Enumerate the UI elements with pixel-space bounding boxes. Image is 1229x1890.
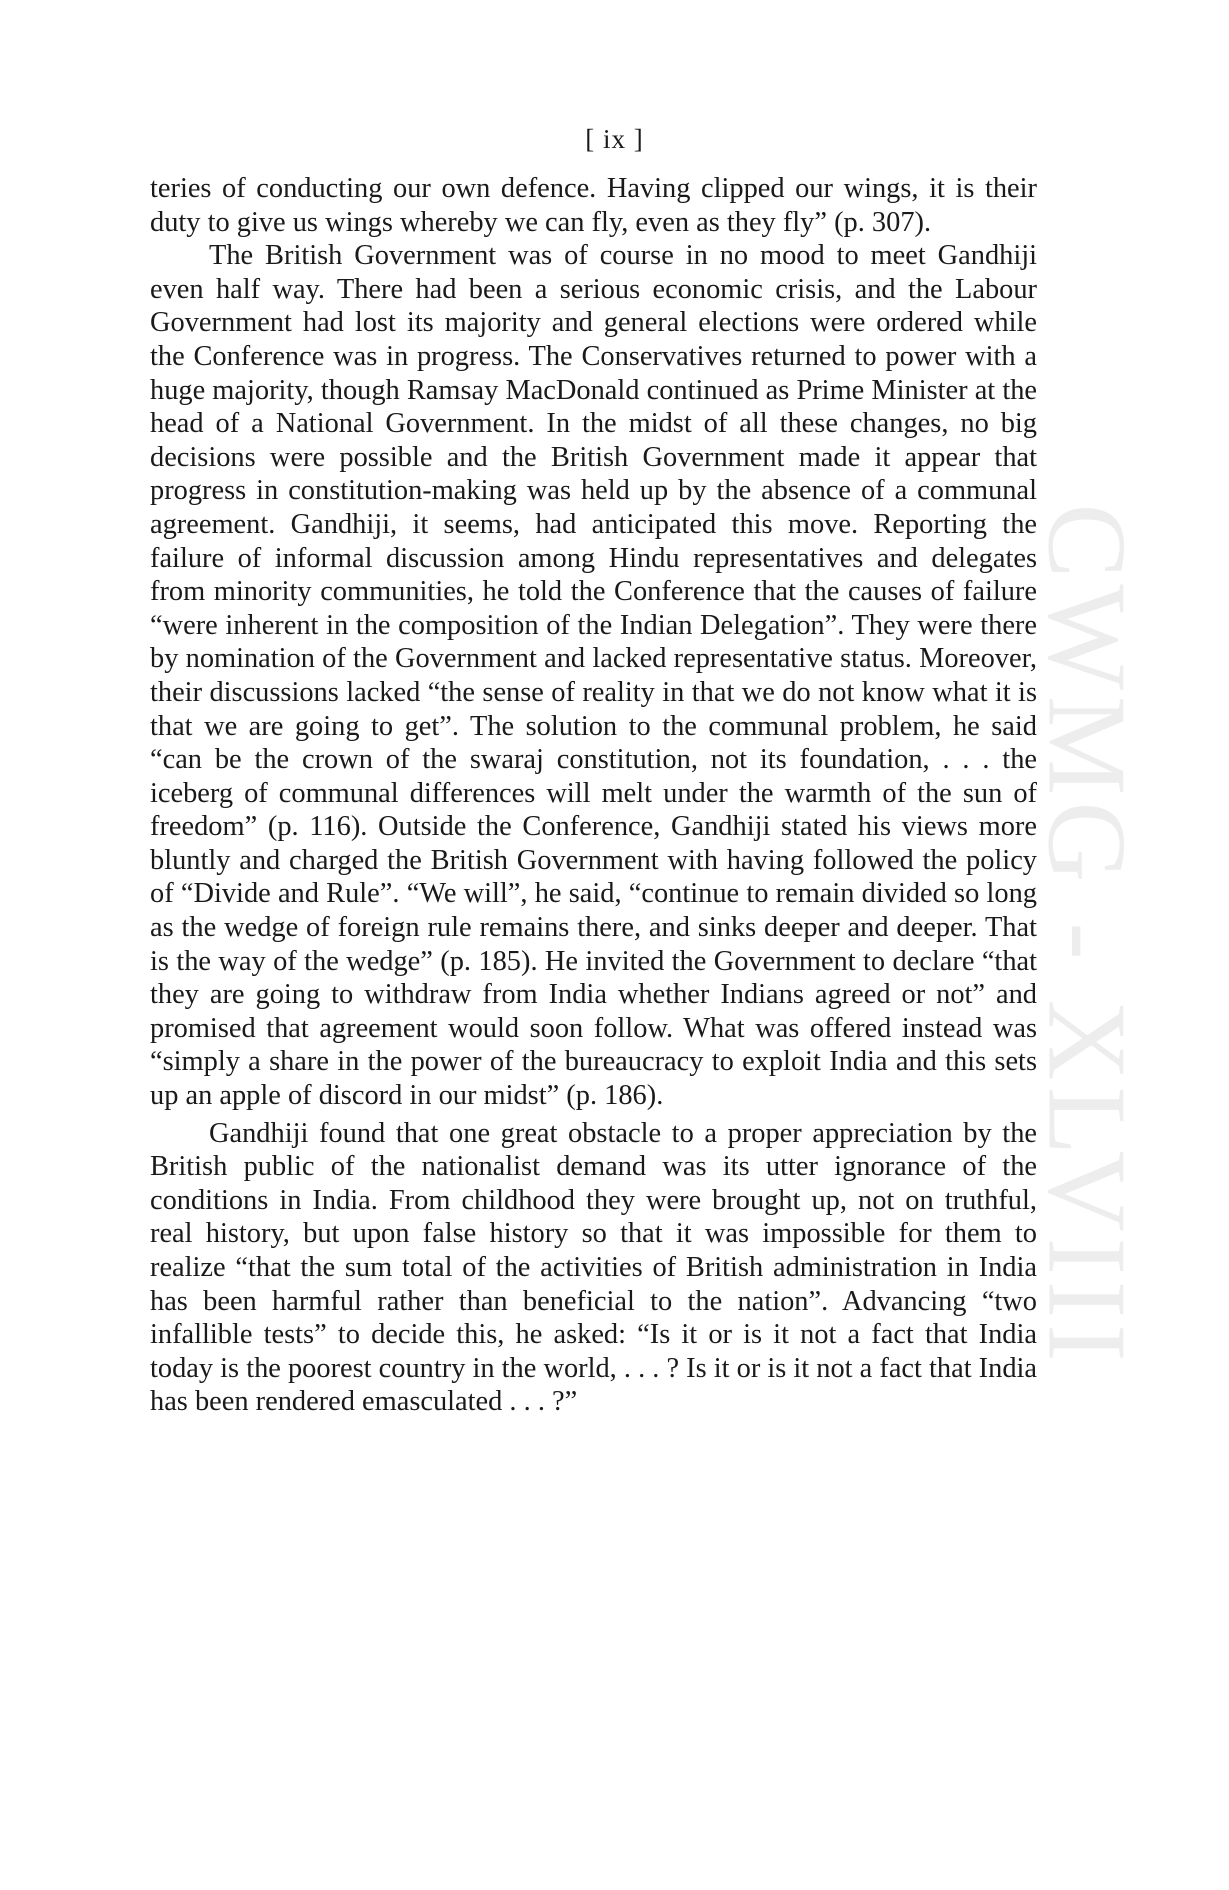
paragraph-continuation: teries of conducting our own defence. Having clipped our wings, it is their duty to give us wings whereby we can fly, even as they fly” (p. 307). <box>150 173 1037 238</box>
paragraph-british-public: Gandhiji found that one great obstacle to a proper appreciation by the British public of the nationalist demand was its utter ignorance of the conditions in India. From childhood they were brought up, not on truthful, real history, but upon false history so that it was impossible for them to realize “that the sum total of the activities of British administration in India has been harmful rather than beneficial to the nation”. Advancing “two infallible tests” to decide this, he asked: “Is it or is it not a fact that India today is the poorest country in the world, . . . ? Is it or is it not a fact that India has been rendered emasculated . . . ?” <box>150 1117 1038 1418</box>
watermark <box>1024 385 1149 1485</box>
page-number: [ ix ] <box>585 124 644 154</box>
body-text <box>150 172 1037 1419</box>
watermark-text: CWMG - XLVIII <box>1024 503 1149 1367</box>
paragraph-british-government: The British Government was of course in no mood to meet Gandhiji even half way. There had been a serious economic crisis, and the Labour Government had lost its majority and general elections were ordered while the Conference was in progress. The Conservatives returned to power with a huge majority, though Ramsay MacDonald continued as Prime Minister at the head of a National Government. In the midst of all these changes, no big decisions were possible and the British Government made it appear that progress in constitution-making was held up by the absence of a communal agreement. Gandhiji, it seems, had anticipated this move. Reporting the failure of informal discussion among Hindu representatives and delegates from minority communities, he told the Conference that the causes of failure “were inherent in the composition of the Indian Delegation”. They were there by nomination of the Government and lacked representative status. Moreover, their discussions lacked “the sense of reality in that we do not know what it is that we are going to get”. The solution to the communal problem, he said “can be the crown of the swaraj constitution, not its foundation, . . . the iceberg of communal differences will melt under the warmth of the sun of freedom” (p. 116). Outside the Conference, Gandhiji stated his views more bluntly and charged the British Government with having followed the policy of “Divide and Rule”. “We will”, he said, “continue to remain divided so long as the wedge of foreign rule remains there, and sinks deeper and deeper. That is the way of the wedge” (p. 185). He invited the Government to declare “that they are going to withdraw from India whether Indians agreed or not” and promised that agreement would soon follow. What was offered instead was “simply a share in the power of the bureaucracy to exploit India and this sets up an apple of discord in our midst” (p. 186). <box>150 240 1037 1112</box>
